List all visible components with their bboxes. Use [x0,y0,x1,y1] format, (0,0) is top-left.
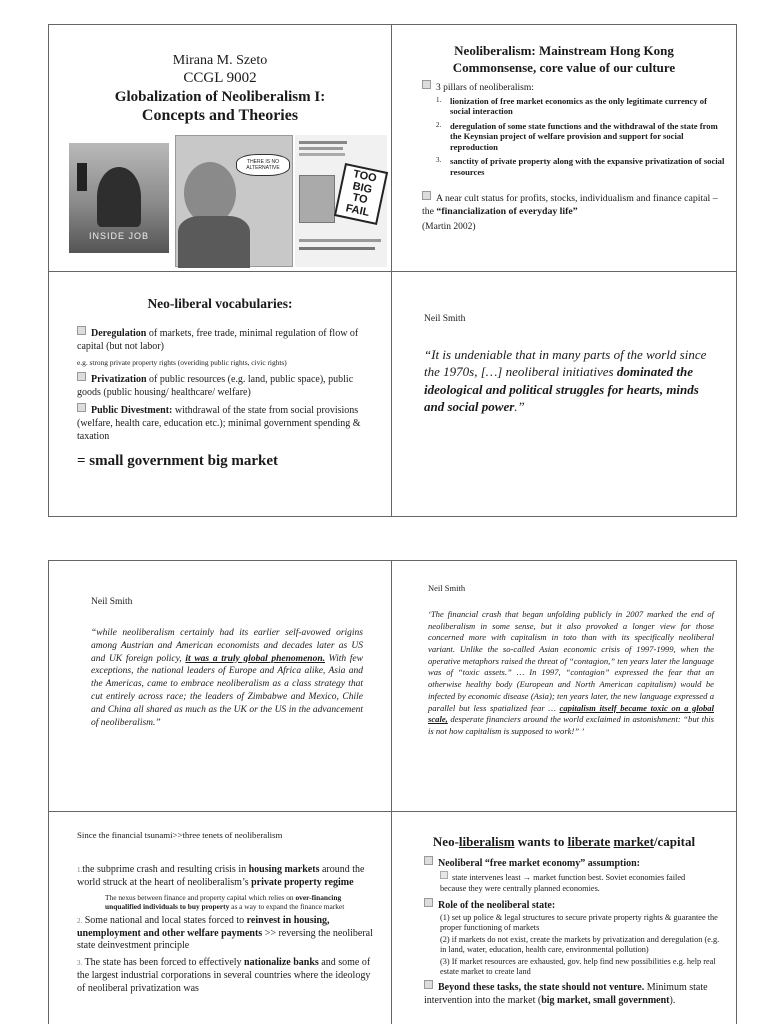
list-item: 3. sanctity of private property along with the expansive privatization of social resources [436,156,725,177]
pillars-list [436,96,726,177]
thatcher-image [175,135,293,267]
state-roles-list [440,913,722,978]
speech-bubble: THERE IS NO ALTERNATIVE [236,154,290,176]
tenet-2: 2. Some national and local states forced to reinvest in housing, unemployment and other welfare payments >> reversing the neoliberal state deinvestment principle [77,914,373,952]
list-item: 2. deregulation of some state functions and the withdrawal of the state from the Keynsian project of welfare provision and support for social reproduction [436,120,718,152]
slide-author: Mirana M. Szeto [172,53,268,68]
list-item: (1) set up police & legal structures to secure private property rights & guarantee the proper functioning of markets [440,912,718,932]
divestment-bullet: Public Divestment: withdrawal of the state from social provisions (welfare, health care, education etc.); minimal government spending & taxation [77,403,377,443]
slide-title: Neo-liberalism wants to liberate market/capital [432,834,696,849]
course-code: CCGL 9002 [183,70,257,86]
quote: “It is undeniable that in many parts of the world since the 1970s, […] neoliberal initiatives dominated the ideological and political struggles for hearts, minds and social power.” [424,347,707,414]
quote: “while neoliberalism certainly had its earlier self-avowed origins among Austrian and American economists and decades later as US and UK foreign policy, it was a truly global phenomenon. With few exceptions, the national leaders of Europe and Africa alike, Asia and the Americas, came to embrace neoliberalism as a class strategy that cut entirely across race; the leaders of Zimbabwe and Mexico, Chile and China all shared as much as the UK or the US in the advancement of neoliberalism.” [91,628,363,728]
state-role-bullet: Role of the neoliberal state: [424,898,728,911]
list-item: (2) if markets do not exist, create the markets by privatization and deregulation (e.g. in land, water, education, health care, environmental pollution) [440,934,720,954]
slide-title: Since the financial tsunami>>three tenets of neoliberalism [77,830,283,840]
slide-liberate-market [391,811,737,1024]
example-note: e.g. strong private property rights (overiding public rights, civic rights) [77,358,287,367]
pillars-intro: 3 pillars of neoliberalism: [422,80,736,93]
slide-title-line1: Neoliberalism: Mainstream Hong Kong [454,43,674,58]
slide-neil-smith-2 [48,560,392,812]
list-item: (3) If market resources are exhausted, gov. help find new possibilities e.g. help real estate market to create land [440,957,716,977]
slide-author: Neil Smith [428,583,466,593]
assumption-bullet: Neoliberal “free market economy” assumption: [424,856,728,869]
privatization-bullet: Privatization of public resources (e.g. land, public space), public goods (public housing/ healthcare/ welfare) [77,372,377,399]
tenet-1-note: The nexus between finance and property capital which relies on over-financing unqualified individuals to buy property as a way to expand the finance market [105,892,345,912]
citation: (Martin 2002) [422,221,476,232]
too-big-title: TOO BIG TO FAIL [334,163,388,225]
tenet-1: 1.the subprime crash and resulting crisis in housing markets around the world struck at the heart of neoliberalism’s private property regime [77,864,365,888]
slide-neoliberalism-hk [391,24,737,272]
assumption-sub: state intervenes least → market function best. Soviet economies failed because they were centrally planned economies. [440,871,712,895]
cult-status-bullet: A near cult status for profits, stocks, individualism and finance capital – the “financialization of everyday life” [422,191,724,218]
inside-job-poster [69,143,169,253]
tenet-3: 3. The state has been forced to effectively nationalize banks and some of the largest industrial corporations in several countries where the ideology of neoliberal privatization was [77,957,371,994]
slide-author: Neil Smith [424,314,466,324]
image-collage [57,133,387,269]
slide-author: Neil Smith [91,597,133,607]
slide-title-line2: Concepts and Theories [141,107,299,124]
slide-title [48,24,392,272]
slide-title: Neo-liberal vocabularies: [147,296,293,311]
slide-three-tenets [48,811,392,1024]
list-item: 1. lionization of free market economics as the only legitimate currency of social interaction [436,96,707,117]
slide-neil-smith-3 [391,560,737,812]
deregulation-bullet: Deregulation of markets, free trade, minimal regulation of flow of capital (but not labor) [77,326,377,353]
quote: ‘The financial crash that began unfolding publicly in 2007 marked the end of neoliberalism in some sense, but it also provoked a longer view for those concerned more with capitalism in toto than with its specifically neoliberal variant. Unlike the so-called Asian economic crisis of 1997-1999, when the operative metaphors raised the threat of “contagion,” ten years later the language was of “toxic assets.” … In 1997, “contagion” expressed the fear that an otherwise healthy body (European and North American capitalism) would be infected by economic disease (Asia); ten years later, the new language expressed a parallel but less spatialized fear … capitalism itself became toxic on a global scale, desperate financiers around the world exclaimed in astonishment: “but this is not how capitalism is supposed to work!” ’ [428,609,714,736]
beyond-tasks-bullet: Beyond these tasks, the state should not venture. Minimum state intervention into the market (big market, small government). [424,980,722,1007]
slide-neil-smith-1 [391,271,737,517]
too-big-to-fail-cover [295,135,387,267]
slide-title-line1: Globalization of Neoliberalism I: [114,89,326,105]
slide-title-line2: Commonsense, core value of our culture [452,60,676,75]
slide-vocabularies [48,271,392,517]
poster-title: INSIDE JOB [88,231,149,241]
summary-equation: = small government big market [77,453,279,469]
